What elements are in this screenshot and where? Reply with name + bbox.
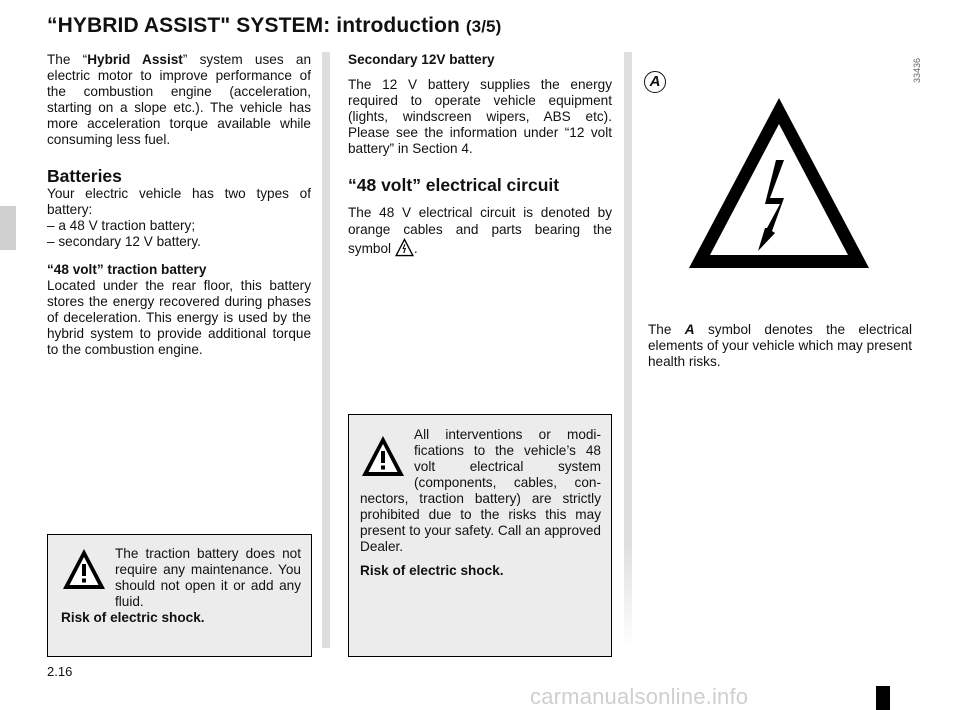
circuit-paragraph [348, 204, 612, 261]
warning-2-text: All interventions or modifications to the vehicle’s 48 volt electrical system (components, cables, connectors, traction battery) are strictly prohibited due to the risks this may present to your safety. Call an approved Dealer. [360, 427, 601, 554]
batteries-heading: Batteries [47, 166, 122, 186]
intro-paragraph [47, 52, 311, 148]
intro-bold-term: Hybrid Assist [87, 52, 183, 67]
column-1 [47, 52, 311, 358]
circuit-heading: “48 volt” electrical circuit [348, 175, 560, 195]
column-divider-left [322, 52, 330, 648]
batteries-text: Your electric vehicle has two types of battery: [47, 186, 311, 217]
section-tab-marker [0, 206, 16, 250]
battery-item-secondary: – secondary 12 V battery. [47, 234, 201, 249]
column-divider-right [624, 52, 632, 648]
figure-reference-number: 33436 [912, 58, 922, 84]
circuit-end: . [413, 241, 418, 256]
page-edge-marker [876, 686, 890, 710]
page-title-main: “HYBRID ASSIST" SYSTEM: introduction [47, 14, 460, 37]
page-title-part: (3/5) [465, 17, 502, 36]
caption-label: A [684, 322, 695, 337]
page-number: 2.16 [47, 664, 73, 679]
intro-pre: The “ [47, 52, 88, 67]
battery-item-traction: – a 48 V traction battery; [47, 218, 196, 233]
column-2 [348, 52, 612, 271]
caption-post: symbol denotes the electrical elements of your vehicle which may present health risks. [648, 322, 912, 369]
warning-triangle-icon [61, 546, 107, 596]
warning-box-interventions [348, 414, 612, 657]
warning-1-text: The traction battery does not require any maintenance. You should not open it or add any fluid. [115, 546, 301, 609]
high-voltage-symbol-icon [395, 238, 414, 261]
secondary-battery-heading: Secondary 12V battery [348, 52, 495, 67]
traction-battery-heading: “48 volt” traction battery [47, 262, 207, 277]
traction-battery-text: Located under the rear floor, this battery stores the energy recovered during phases of deceleration. This energy is used by the hybrid system to provide additional torque to the combustion engine. [47, 278, 311, 357]
figure-label-a: A [644, 71, 666, 93]
warning-1-risk: Risk of electric shock. [61, 610, 205, 625]
circuit-text: The 48 V electrical circuit is denoted by orange cables and parts bearing the symbol [348, 205, 612, 256]
warning-triangle-icon [360, 433, 406, 483]
high-voltage-warning-figure-icon [686, 94, 872, 277]
caption-pre: The [648, 322, 672, 337]
page-title [47, 14, 501, 38]
figure-caption [648, 322, 912, 370]
watermark: carmanualsonline.info [530, 684, 749, 709]
warning-2-risk: Risk of electric shock. [360, 563, 504, 578]
secondary-battery-text: The 12 V battery supplies the energy required to operate vehicle equipment (lights, windscreen wipers, ABS etc). Please see the information under “12 volt battery” in Section 4. [348, 77, 612, 156]
warning-box-traction [47, 534, 312, 657]
intro-post: ” system uses an electric motor to improve performance of the combustion engine (acceleration, starting on a slope etc.). The vehicle has more acceleration torque available while consuming less fuel. [47, 52, 312, 147]
